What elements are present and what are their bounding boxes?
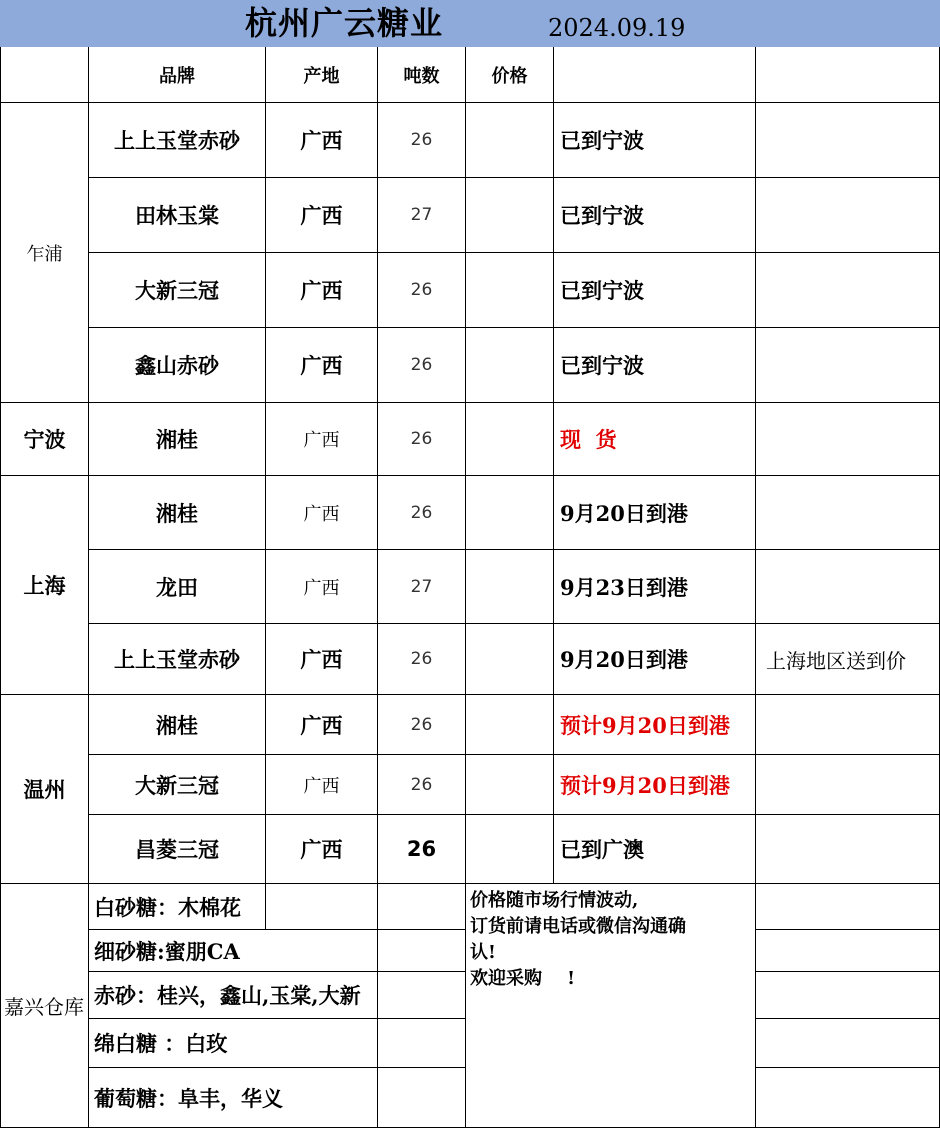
region-wenzhou: 温州	[23, 777, 66, 802]
row-status: 9月20日到港	[560, 647, 688, 672]
row-note: 上海地区送到价	[766, 648, 906, 673]
row-origin: 广西	[300, 128, 343, 153]
report-date: 2024.09.19	[548, 14, 686, 42]
row-tons: 26	[410, 502, 433, 523]
row-brand: 湘桂	[156, 500, 198, 526]
row-tons: 26	[406, 837, 437, 861]
row-status: 已到宁波	[560, 278, 644, 303]
notice-line: 欢迎采购 !	[470, 968, 575, 989]
warehouse-item: 白砂糖：木棉花	[94, 894, 241, 920]
row-status: 预计9月20日到港	[560, 712, 730, 738]
warehouse-item: 赤砂：桂兴，鑫山,玉棠,大新	[94, 983, 361, 1008]
notice-line: 价格随市场行情波动,	[470, 890, 639, 911]
warehouse-item: 细砂糖:蜜朋CA	[94, 938, 240, 964]
row-origin: 广西	[303, 503, 340, 525]
row-origin: 广西	[303, 577, 340, 599]
row-brand: 大新三冠	[135, 772, 219, 798]
row-brand: 上上玉堂赤砂	[114, 128, 240, 153]
row-tons: 26	[410, 649, 433, 669]
row-origin: 广西	[300, 278, 343, 303]
col-header-brand: 品牌	[159, 65, 195, 87]
row-brand: 湘桂	[156, 712, 198, 738]
row-tons: 27	[410, 205, 433, 225]
region-shanghai: 上海	[23, 573, 66, 598]
row-status: 已到广澳	[560, 837, 644, 862]
row-tons: 26	[410, 355, 433, 375]
row-tons: 26	[410, 130, 433, 150]
row-brand: 大新三冠	[135, 278, 219, 303]
row-tons: 27	[410, 576, 433, 597]
row-tons: 26	[410, 774, 433, 795]
row-status: 预计9月20日到港	[560, 772, 730, 798]
row-status: 9月20日到港	[560, 500, 688, 526]
row-tons: 26	[410, 280, 433, 300]
warehouse-item: 葡萄糖：阜丰，华义	[94, 1085, 283, 1111]
row-origin: 广西	[300, 353, 343, 378]
warehouse-item: 绵白糖 ：白玫	[94, 1031, 228, 1056]
row-origin: 广西	[300, 203, 343, 228]
row-status: 已到宁波	[560, 353, 644, 378]
notice-line: 认!	[470, 942, 496, 963]
row-origin: 广西	[300, 647, 343, 672]
col-header-price: 价格	[491, 65, 528, 87]
row-origin: 广西	[303, 775, 340, 797]
row-brand: 昌菱三冠	[135, 837, 219, 862]
col-header-origin: 产地	[303, 65, 340, 87]
col-header-tonnage: 吨数	[403, 65, 440, 87]
region-jiaxing: 嘉兴仓库	[4, 995, 84, 1019]
region-ningbo: 宁波	[23, 427, 66, 452]
row-status: 已到宁波	[560, 203, 644, 228]
notice-line: 订货前请电话或微信沟通确	[470, 916, 686, 937]
company-title: 杭州广云糖业	[245, 4, 444, 42]
row-status: 现 货	[560, 427, 617, 452]
price-notice	[470, 888, 752, 992]
row-origin: 广西	[300, 837, 343, 862]
row-status: 已到宁波	[560, 128, 644, 153]
row-brand: 湘桂	[156, 427, 198, 452]
row-brand: 龙田	[156, 574, 198, 600]
row-tons: 26	[410, 714, 433, 735]
row-brand: 鑫山赤砂	[135, 353, 219, 378]
row-tons: 26	[410, 429, 433, 449]
header-bar	[0, 0, 940, 47]
row-status: 9月23日到港	[560, 574, 688, 600]
row-brand: 上上玉堂赤砂	[114, 647, 240, 672]
row-origin: 广西	[300, 712, 343, 738]
region-zhapu: 乍浦	[26, 243, 63, 265]
row-brand: 田林玉棠	[135, 203, 219, 228]
row-origin: 广西	[303, 430, 340, 451]
